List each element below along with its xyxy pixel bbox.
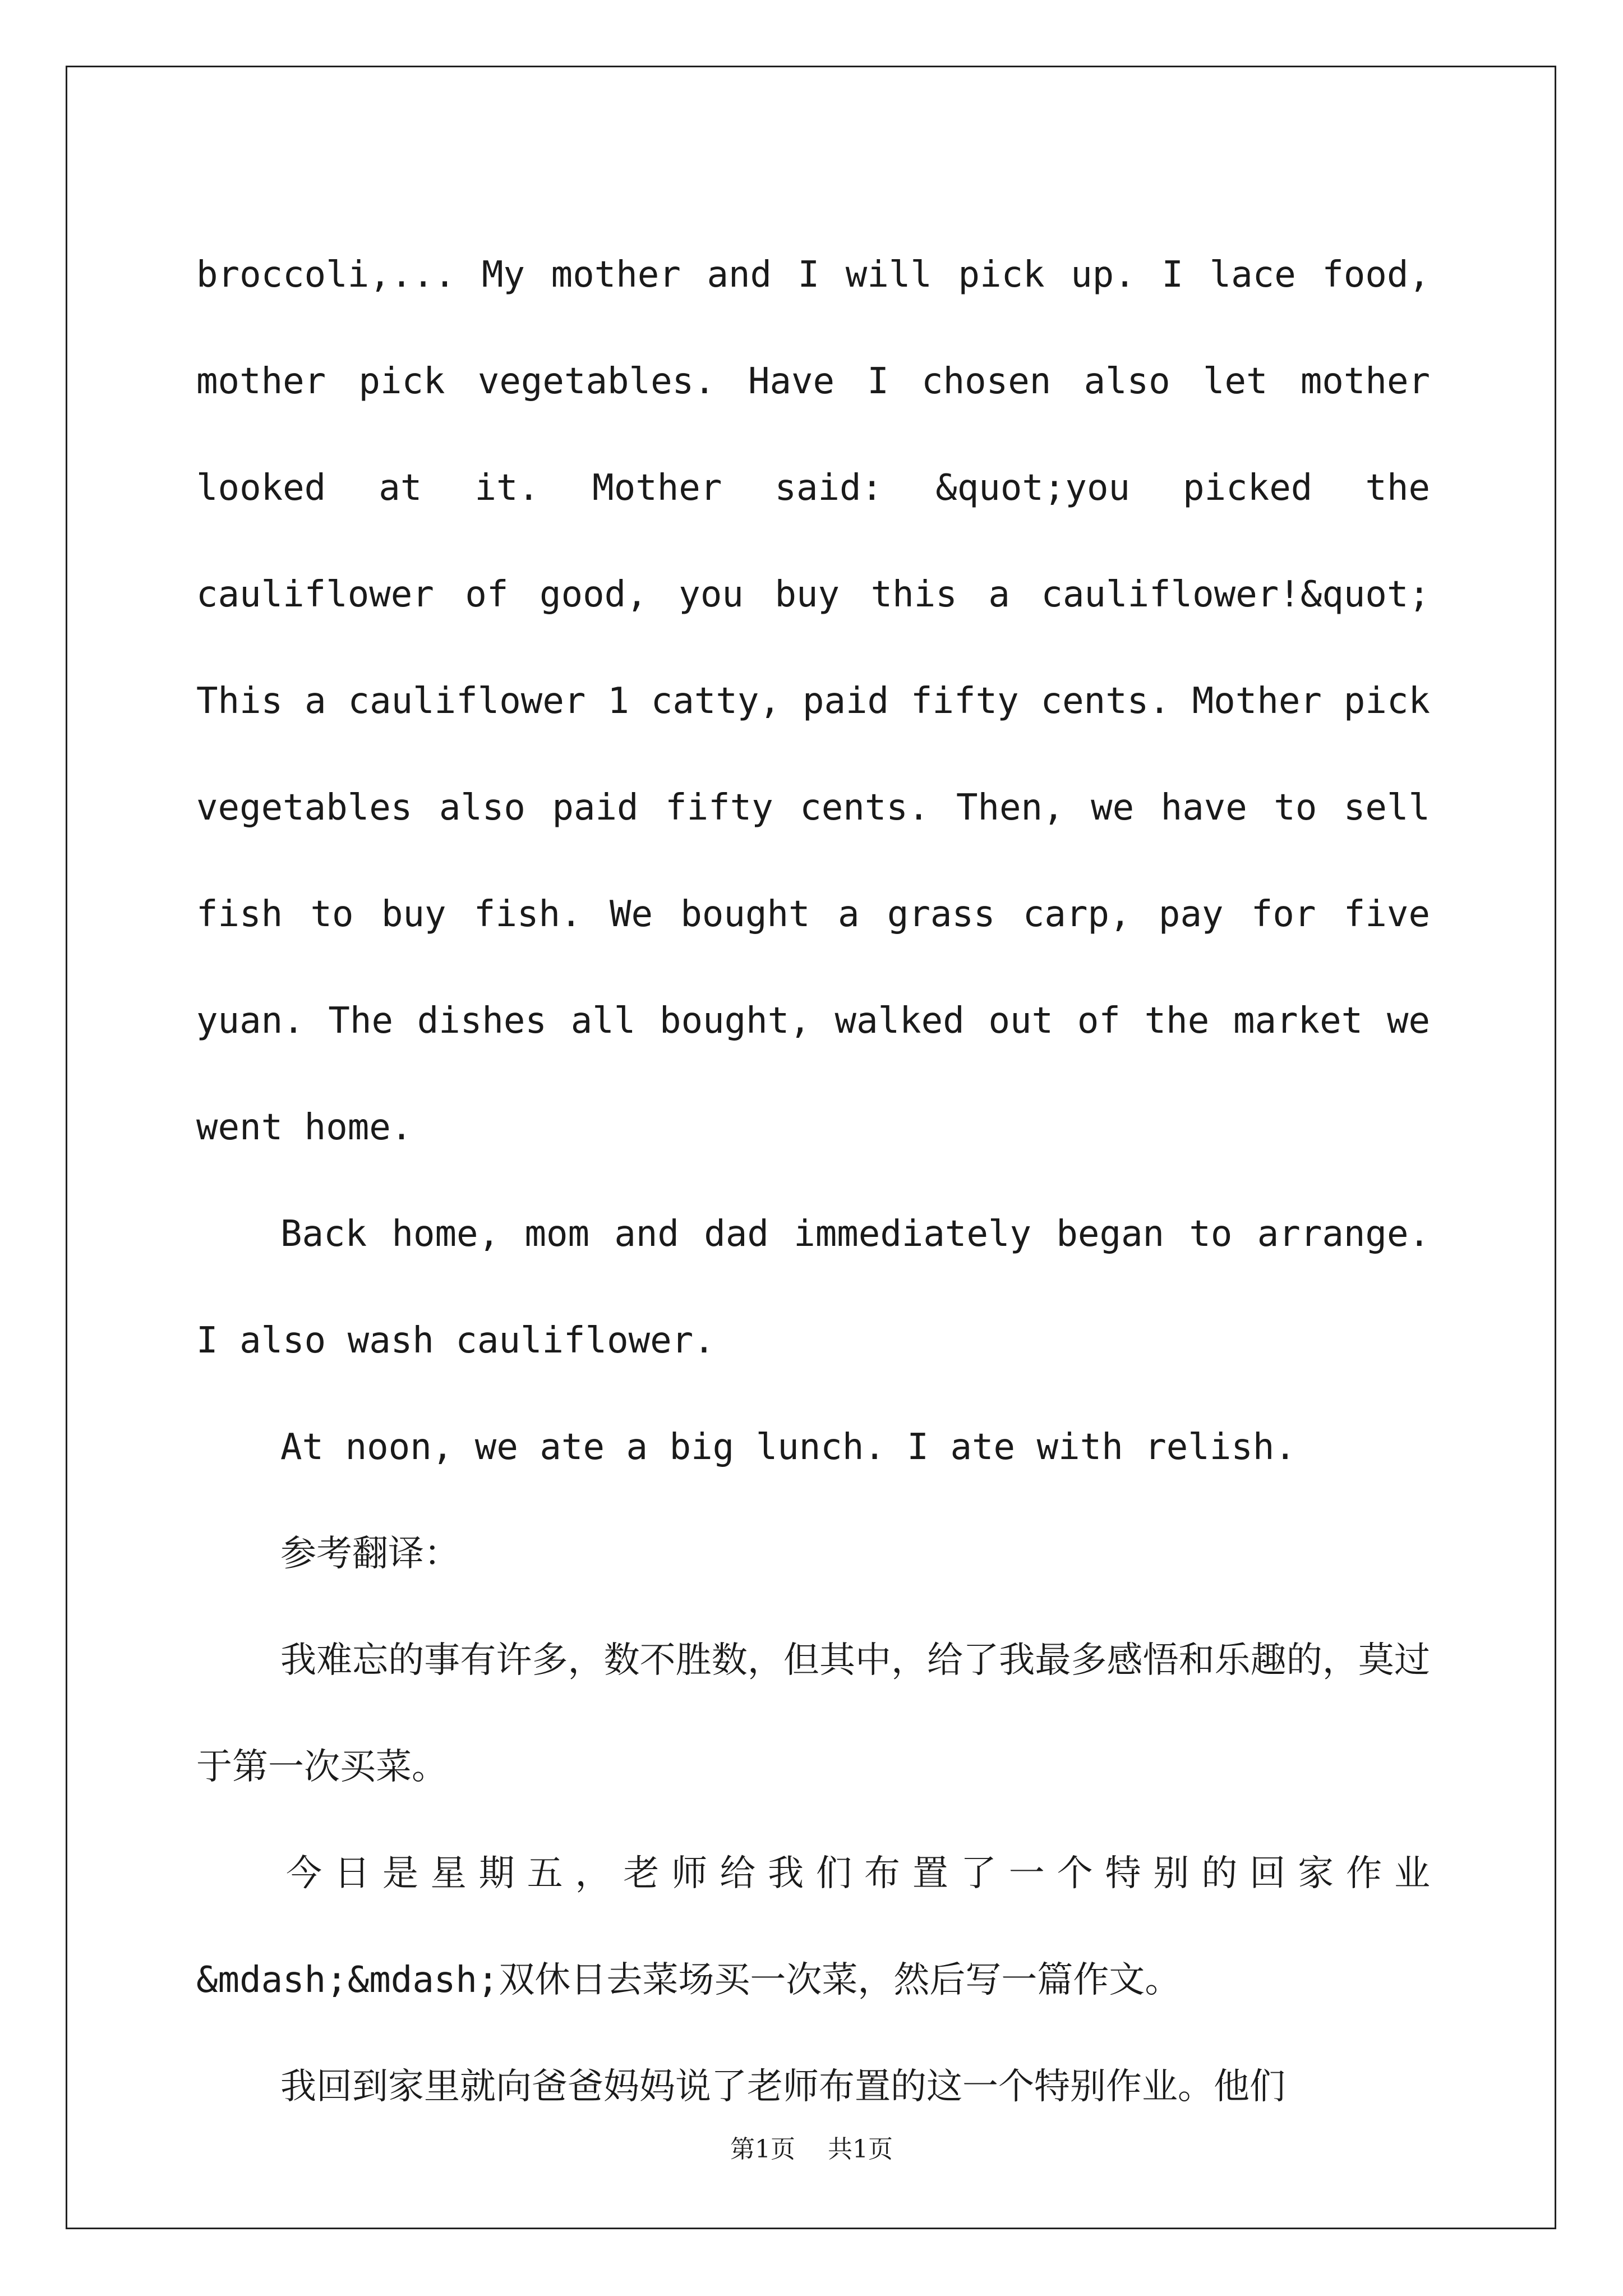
page-total: 共1页 xyxy=(828,2135,893,2164)
paragraph-chinese-parents: 我回到家里就向爸爸妈妈说了老师布置的这一个特别作业。他们 xyxy=(280,2066,1285,2108)
paragraph-chinese-homework: 今日是星期五，老师给我们布置了一个特别的回家作业&mdash;&mdash;双休日去菜场买一次菜，然后写一篇作文。 xyxy=(196,1853,1430,2001)
paragraph-english-lunch: At noon, we ate a big lunch. I ate with relish. xyxy=(280,1427,1296,1468)
document-body xyxy=(196,222,1430,2140)
paragraph-english-home: Back home, mom and dad immediately began to arrange. I also wash cauliflower. xyxy=(196,1213,1430,1361)
translation-heading: 参考翻译： xyxy=(280,1533,460,1575)
paragraph-chinese-intro: 我难忘的事有许多，数不胜数，但其中，给了我最多感悟和乐趣的，莫过于第一次买菜。 xyxy=(196,1640,1430,1788)
page-number: 第1页 xyxy=(730,2135,795,2164)
page-footer xyxy=(0,2129,1623,2165)
paragraph-english-market: broccoli,... My mother and I will pick up. I lace food, mother pick vegetables. Have I chosen also let mother looked at it. Mother said: &quot;you picked the cauliflower of good, you buy this a cauliflower!&quot; This a cauliflower 1 catty, paid fifty cents. Mother pick vegetables also paid fifty cents. Then, we have to sell fish to buy fish. We bought a grass carp, pay for five yuan. The dishes all bought, walked out of the market we went home. xyxy=(196,254,1430,1148)
